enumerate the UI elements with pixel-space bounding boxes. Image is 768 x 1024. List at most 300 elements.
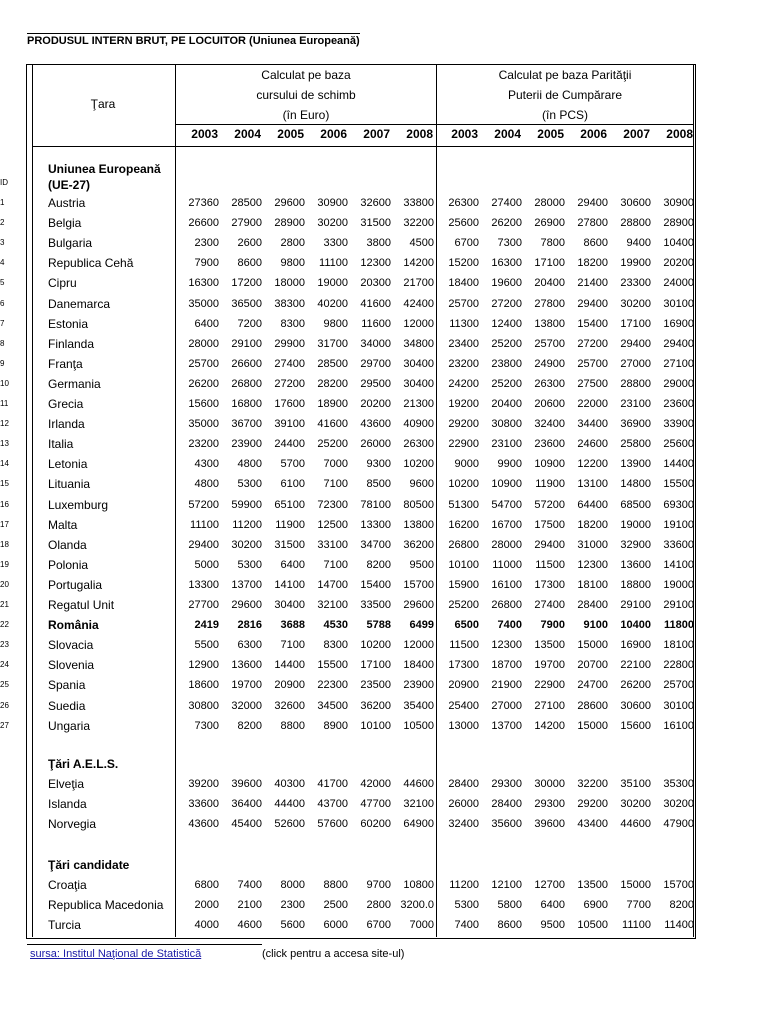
value-cell: 13800 (403, 518, 434, 531)
value-cell: 43600 (360, 418, 391, 431)
value-cell: 23900 (231, 438, 262, 451)
value-cell: 29500 (360, 377, 391, 390)
value-cell: 30200 (317, 217, 348, 230)
value-cell: 34500 (317, 699, 348, 712)
value-cell: 29300 (534, 798, 565, 810)
value-cell: 13100 (577, 478, 608, 491)
value-cell: 12500 (317, 518, 348, 531)
row-id: 8 (0, 338, 5, 348)
value-cell: 12000 (403, 317, 434, 330)
value-cell: 14800 (620, 478, 651, 491)
year-header-cell: 2008 (406, 127, 433, 141)
value-cell: 22000 (577, 398, 608, 410)
value-cell: 44600 (620, 818, 651, 830)
value-cell: 24400 (274, 438, 305, 451)
country-name: Republica Cehă (48, 256, 134, 271)
value-cell: 35000 (188, 297, 219, 310)
value-cell: 28600 (577, 699, 608, 712)
value-cell: 9600 (409, 478, 434, 491)
value-cell: 19200 (448, 398, 479, 410)
value-cell: 7900 (540, 619, 565, 632)
value-cell: 43700 (317, 798, 348, 810)
row-id: 18 (0, 539, 9, 549)
value-cell: 19000 (620, 518, 651, 531)
value-cell: 29400 (534, 538, 565, 551)
value-cell: 27360 (188, 197, 219, 209)
year-header-cell: 2003 (191, 127, 218, 141)
value-cell: 29200 (448, 418, 479, 431)
value-cell: 32900 (620, 538, 651, 551)
country-name: Slovenia (48, 658, 95, 673)
value-cell: 4800 (237, 458, 262, 471)
value-cell: 43600 (188, 818, 219, 830)
country-name: Regatul Unit (48, 598, 115, 612)
row-id: 17 (0, 519, 9, 529)
value-cell: 22800 (663, 659, 694, 672)
country-name: Lituania (48, 477, 91, 492)
group2-header-line2: Puterii de Cumpărare (507, 88, 623, 102)
value-cell: 13700 (231, 578, 262, 591)
value-cell: 22900 (534, 679, 565, 692)
country-name: Croaţia (48, 878, 87, 892)
value-cell: 18100 (577, 578, 608, 591)
value-cell: 18600 (188, 679, 219, 692)
value-cell: 9000 (454, 458, 479, 471)
value-cell: 23100 (491, 438, 522, 451)
value-cell: 24600 (577, 438, 608, 451)
value-cell: 12900 (188, 659, 219, 672)
value-cell: 23900 (403, 679, 434, 692)
row-id: 13 (0, 439, 9, 449)
value-cell: 32600 (274, 699, 305, 712)
value-cell: 15200 (448, 257, 479, 270)
group1-header-line3: (în Euro) (282, 108, 330, 122)
value-cell: 27800 (534, 297, 565, 310)
value-cell: 13900 (620, 458, 651, 471)
value-cell: 18400 (448, 277, 479, 290)
value-cell: 32100 (403, 798, 434, 810)
value-cell: 11500 (535, 558, 565, 571)
value-cell: 29400 (663, 337, 694, 350)
value-cell: 7800 (540, 237, 565, 250)
value-cell: 14200 (403, 257, 434, 270)
value-cell: 26200 (491, 217, 522, 230)
value-cell: 7900 (194, 257, 219, 270)
value-cell: 22900 (448, 438, 479, 451)
value-cell: 9100 (583, 619, 608, 632)
country-name: Spania (48, 678, 86, 693)
value-cell: 14100 (663, 558, 694, 571)
value-cell: 2300 (194, 237, 219, 250)
value-cell: 6000 (323, 919, 348, 931)
value-cell: 14700 (317, 578, 348, 591)
value-cell: 8200 (237, 719, 262, 732)
value-cell: 16100 (491, 578, 522, 591)
value-cell: 19100 (663, 518, 694, 531)
value-cell: 3200.0 (400, 899, 434, 911)
value-cell: 16200 (448, 518, 479, 531)
value-cell: 28400 (577, 599, 608, 611)
country-name: Turcia (48, 918, 81, 932)
value-cell: 29400 (620, 337, 651, 350)
country-name: Slovacia (48, 638, 94, 653)
value-cell: 6400 (194, 317, 219, 330)
value-cell: 40900 (403, 418, 434, 431)
country-name: Austria (48, 196, 86, 210)
value-cell: 27100 (663, 357, 694, 370)
value-cell: 8900 (323, 719, 348, 732)
value-cell: 19700 (534, 659, 565, 672)
value-cell: 12300 (491, 639, 522, 652)
country-name: Bulgaria (48, 236, 93, 251)
value-cell: 30400 (403, 357, 434, 370)
value-cell: 2800 (280, 237, 305, 250)
value-cell: 15000 (577, 639, 608, 652)
value-cell: 30200 (620, 798, 651, 810)
value-cell: 25200 (448, 599, 479, 611)
value-cell: 72300 (317, 498, 348, 511)
value-cell: 11900 (535, 478, 565, 491)
value-cell: 41700 (317, 778, 348, 790)
group-label-candidates: Ţări candidate (48, 858, 130, 872)
value-cell: 5800 (497, 899, 522, 911)
value-cell: 7000 (323, 458, 348, 471)
value-cell: 29400 (188, 538, 219, 551)
value-cell: 68500 (620, 498, 651, 511)
value-cell: 21400 (577, 277, 608, 290)
value-cell: 5300 (454, 899, 479, 911)
source-note: (click pentru a accesa site-ul) (262, 948, 405, 960)
value-cell: 9900 (497, 458, 522, 471)
value-cell: 22300 (317, 679, 348, 692)
country-name: Ungaria (48, 718, 91, 733)
value-cell: 30600 (620, 197, 651, 209)
value-cell: 28000 (188, 337, 219, 350)
value-cell: 28500 (231, 197, 262, 209)
value-cell: 27400 (534, 599, 565, 611)
value-cell: 11200 (449, 879, 479, 891)
value-cell: 25700 (534, 337, 565, 350)
value-cell: 28000 (534, 197, 565, 209)
country-name: Cipru (48, 276, 77, 291)
value-cell: 2500 (323, 899, 348, 911)
value-cell: 25700 (663, 679, 694, 692)
value-cell: 6300 (237, 639, 262, 652)
value-cell: 32100 (317, 599, 348, 611)
row-id: 14 (0, 459, 9, 469)
value-cell: 3800 (366, 237, 391, 250)
row-id: 5 (0, 278, 5, 288)
value-cell: 11100 (319, 257, 348, 270)
value-cell: 28400 (448, 778, 479, 790)
value-cell: 39100 (274, 418, 305, 431)
value-cell: 25700 (448, 297, 479, 310)
value-cell: 11300 (449, 317, 479, 330)
value-cell: 31500 (360, 217, 391, 230)
value-cell: 25600 (663, 438, 694, 451)
year-header-cell: 2007 (623, 127, 650, 141)
value-cell: 5300 (237, 478, 262, 491)
value-cell: 7300 (194, 719, 219, 732)
value-cell: 19900 (620, 257, 651, 270)
value-cell: 30200 (620, 297, 651, 310)
value-cell: 10500 (577, 919, 608, 931)
value-cell: 23600 (663, 398, 694, 410)
value-cell: 12300 (360, 257, 391, 270)
value-cell: 20600 (534, 398, 565, 410)
row-id: 21 (0, 600, 9, 609)
value-cell: 13300 (360, 518, 391, 531)
value-cell: 33600 (188, 798, 219, 810)
year-header-cell: 2003 (451, 127, 478, 141)
value-cell: 20200 (360, 398, 391, 410)
value-cell: 57200 (534, 498, 565, 511)
value-cell: 35400 (403, 699, 434, 712)
value-cell: 8000 (280, 879, 305, 891)
value-cell: 33900 (663, 418, 694, 431)
row-id: 27 (0, 720, 9, 730)
row-id: 25 (0, 680, 9, 690)
value-cell: 26800 (448, 538, 479, 551)
value-cell: 6499 (409, 619, 434, 632)
value-cell: 20700 (577, 659, 608, 672)
group1-header-line1: Calculat pe baza (261, 68, 351, 82)
value-cell: 27200 (274, 377, 305, 390)
value-cell: 54700 (491, 498, 522, 511)
value-cell: 17500 (534, 518, 565, 531)
value-cell: 11500 (449, 639, 479, 652)
header-divider (175, 124, 693, 125)
value-cell: 28500 (317, 357, 348, 370)
value-cell: 30000 (534, 778, 565, 790)
value-cell: 25200 (317, 438, 348, 451)
value-cell: 18200 (577, 257, 608, 270)
value-cell: 8200 (366, 558, 391, 571)
value-cell: 16300 (491, 257, 522, 270)
value-cell: 4500 (409, 237, 434, 250)
value-cell: 78100 (360, 498, 391, 511)
value-cell: 24900 (534, 357, 565, 370)
value-cell: 28800 (620, 217, 651, 230)
value-cell: 13700 (491, 719, 522, 732)
value-cell: 20200 (663, 257, 694, 270)
value-cell: 31500 (274, 538, 305, 551)
row-id: 23 (0, 640, 9, 650)
value-cell: 36200 (360, 699, 391, 712)
value-cell: 29200 (577, 798, 608, 810)
value-cell: 6900 (583, 899, 608, 911)
value-cell: 45400 (231, 818, 262, 830)
value-cell: 44400 (274, 798, 305, 810)
value-cell: 4300 (194, 458, 219, 471)
value-cell: 11100 (622, 919, 651, 931)
value-cell: 27800 (577, 217, 608, 230)
value-cell: 31700 (317, 337, 348, 350)
value-cell: 42400 (403, 297, 434, 310)
value-cell: 32400 (448, 818, 479, 830)
value-cell: 38300 (274, 297, 305, 310)
value-cell: 9300 (366, 458, 391, 471)
value-cell: 39600 (534, 818, 565, 830)
value-cell: 47900 (663, 818, 694, 830)
value-cell: 35000 (188, 418, 219, 431)
value-cell: 34000 (360, 337, 391, 350)
value-cell: 2816 (237, 619, 262, 632)
value-cell: 27100 (534, 699, 565, 712)
value-cell: 12700 (534, 879, 565, 891)
row-id: 1 (0, 198, 5, 207)
value-cell: 27400 (491, 197, 522, 209)
value-cell: 26900 (534, 217, 565, 230)
value-cell: 26300 (448, 197, 479, 209)
value-cell: 25200 (491, 377, 522, 390)
value-cell: 25600 (448, 217, 479, 230)
value-cell: 59900 (231, 498, 262, 511)
country-name: Finlanda (48, 336, 95, 351)
value-cell: 40300 (274, 778, 305, 790)
value-cell: 10800 (403, 879, 434, 891)
year-header-cell: 2006 (320, 127, 347, 141)
country-name: Germania (48, 376, 101, 391)
value-cell: 5300 (237, 558, 262, 571)
country-name: Malta (48, 517, 78, 532)
value-cell: 21700 (403, 277, 434, 290)
value-cell: 28900 (663, 217, 694, 230)
value-cell: 8800 (280, 719, 305, 732)
country-name: Elveţia (48, 777, 85, 791)
value-cell: 57600 (317, 818, 348, 830)
value-cell: 6700 (454, 237, 479, 250)
group1-header-line2: cursului de schimb (256, 88, 356, 102)
value-cell: 8500 (366, 478, 391, 491)
value-cell: 32600 (360, 197, 391, 209)
value-cell: 6800 (194, 879, 219, 891)
value-cell: 29300 (491, 778, 522, 790)
value-cell: 9500 (409, 558, 434, 571)
value-cell: 52600 (274, 818, 305, 830)
value-cell: 10200 (448, 478, 479, 491)
year-header-cell: 2007 (363, 127, 390, 141)
value-cell: 3688 (280, 619, 305, 632)
country-name: Danemarca (48, 296, 111, 311)
value-cell: 36700 (231, 418, 262, 431)
value-cell: 10100 (448, 558, 479, 571)
value-cell: 5500 (194, 639, 219, 652)
value-cell: 10400 (663, 237, 694, 250)
value-cell: 17100 (620, 317, 651, 330)
value-cell: 30100 (663, 699, 694, 712)
value-cell: 33600 (663, 538, 694, 551)
value-cell: 29600 (231, 599, 262, 611)
value-cell: 11200 (232, 518, 262, 531)
value-cell: 29400 (577, 197, 608, 209)
country-name: Republica Macedonia (48, 898, 164, 912)
value-cell: 6500 (454, 619, 479, 632)
value-cell: 17600 (274, 398, 305, 410)
value-cell: 26300 (534, 377, 565, 390)
value-cell: 24200 (448, 377, 479, 390)
source-link[interactable]: sursa: Institul Naţional de Statistică (30, 948, 202, 960)
value-cell: 29100 (620, 599, 651, 611)
value-cell: 10200 (403, 458, 434, 471)
value-cell: 11900 (275, 518, 305, 531)
value-cell: 20900 (448, 679, 479, 692)
row-id: 3 (0, 238, 5, 248)
value-cell: 26800 (231, 377, 262, 390)
value-cell: 7100 (323, 478, 348, 491)
value-cell: 4800 (194, 478, 219, 491)
value-cell: 28000 (491, 538, 522, 551)
value-cell: 16700 (491, 518, 522, 531)
value-cell: 13500 (577, 879, 608, 891)
value-cell: 14100 (274, 578, 305, 591)
value-cell: 69300 (663, 498, 694, 511)
value-cell: 18200 (577, 518, 608, 531)
value-cell: 35300 (663, 778, 694, 790)
value-cell: 33800 (403, 197, 434, 209)
value-cell: 8300 (280, 317, 305, 330)
value-cell: 9800 (323, 317, 348, 330)
value-cell: 32400 (534, 418, 565, 431)
value-cell: 10900 (534, 458, 565, 471)
country-name: Franţa (48, 356, 83, 371)
value-cell: 15700 (403, 578, 434, 591)
row-id: 20 (0, 579, 9, 589)
value-cell: 25400 (448, 699, 479, 712)
page-title: PRODUSUL INTERN BRUT, PE LOCUITOR (Uniunea Europeană) (27, 35, 360, 47)
group2-header-line3: (în PCS) (541, 108, 588, 122)
country-name: Luxemburg (48, 497, 109, 512)
row-id: 19 (0, 559, 9, 569)
value-cell: 15600 (620, 719, 651, 732)
value-cell: 19700 (231, 679, 262, 692)
value-cell: 11400 (664, 919, 694, 931)
value-cell: 15700 (663, 879, 694, 891)
value-cell: 13000 (448, 719, 479, 732)
row-id: 16 (0, 499, 9, 509)
value-cell: 40200 (317, 297, 348, 310)
value-cell: 26000 (360, 438, 391, 451)
value-cell: 28400 (491, 798, 522, 810)
value-cell: 23300 (620, 277, 651, 290)
value-cell: 12400 (491, 317, 522, 330)
value-cell: 36200 (403, 538, 434, 551)
country-name: Polonia (48, 557, 89, 572)
year-header-cell: 2005 (277, 127, 304, 141)
country-name: Grecia (48, 397, 84, 411)
row-id: 7 (0, 318, 5, 328)
group-label-eu: Uniunea Europeană (48, 162, 161, 176)
country-name: Islanda (48, 797, 87, 811)
value-cell: 6100 (280, 478, 305, 491)
value-cell: 28900 (274, 217, 305, 230)
value-cell: 36500 (231, 297, 262, 310)
value-cell: 9800 (280, 257, 305, 270)
country-name: Olanda (48, 537, 87, 552)
value-cell: 29700 (360, 357, 391, 370)
value-cell: 15900 (448, 578, 479, 591)
value-cell: 35100 (620, 778, 651, 790)
group-label-eu-sub: (UE-27) (48, 178, 91, 192)
value-cell: 13300 (188, 578, 219, 591)
value-cell: 23200 (188, 438, 219, 451)
value-cell: 13500 (534, 639, 565, 652)
value-cell: 11800 (664, 619, 694, 632)
value-cell: 43400 (577, 818, 608, 830)
value-cell: 20400 (534, 277, 565, 290)
value-cell: 8300 (323, 639, 348, 652)
year-header-cell: 2005 (537, 127, 564, 141)
